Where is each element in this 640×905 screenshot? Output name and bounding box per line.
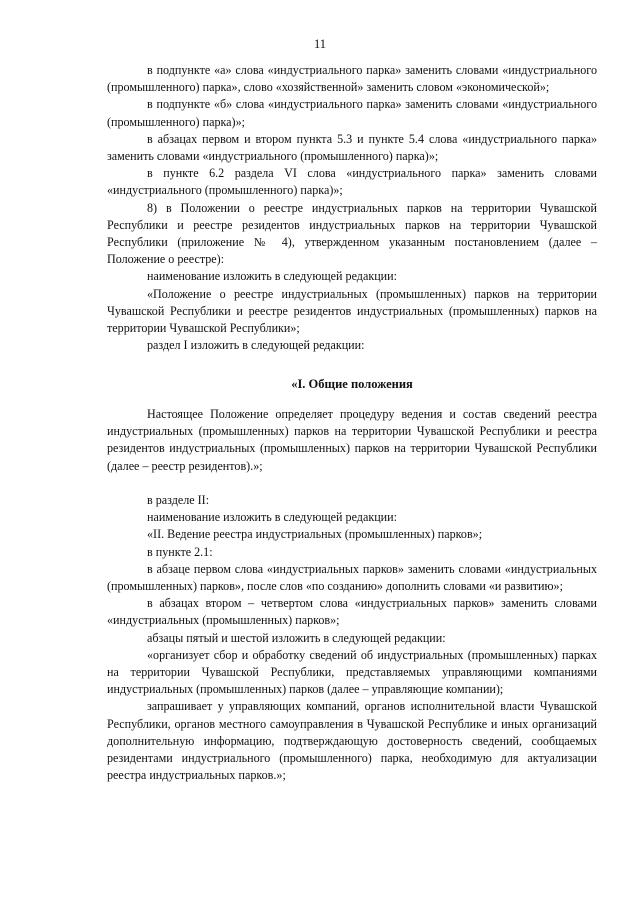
amendments-block-2	[107, 492, 597, 784]
paragraph: в подпункте «а» слова «индустриального парка» заменить словами «индустриального (промышленного) парка», слово «хозяйственной» заменить словом «экономической»;	[107, 63, 597, 95]
paragraph: наименование изложить в следующей редакции:	[147, 510, 397, 525]
paragraph: запрашивает у управляющих компаний, органов исполнительной власти Чувашской Республики, органов местного самоуправления в Чувашской Республике и иных организаций дополнительную информацию, подтверждающую достоверность сведений, сообщаемых резидентами индустриального (промышленного) парка, необходимую для актуализации реестра индустриальных парков.»;	[107, 699, 597, 783]
paragraph: раздел I изложить в следующей редакции:	[147, 338, 365, 353]
general-provisions-block	[107, 406, 597, 475]
section-heading: «I. Общие положения	[291, 377, 413, 391]
page-number: 11	[313, 37, 327, 51]
paragraph: в абзацах втором – четвертом слова «индустриальных парков» заменить словами «индустриальных (промышленных) парков»;	[107, 596, 597, 628]
paragraph: 8) в Положении о реестре индустриальных парков на территории Чувашской Республики и реестре резидентов индустриальных парков на территории Чувашской Республики (приложение № 4), утвержденном указанным постановлением (далее – Положение о реестре):	[107, 200, 597, 267]
paragraph: «Положение о реестре индустриальных (промышленных) парков на территории Чувашской Республики и реестре резидентов индустриальных (промышленных) парков на территории Чувашской Республики»;	[107, 286, 597, 336]
paragraph: в абзаце первом слова «индустриальных парков» заменить словами «индустриальных (промышленных) парков», после слов «по созданию» дополнить словами «и развитию»;	[107, 561, 597, 594]
paragraph: в пункте 6.2 раздела VI слова «индустриального парка» заменить словами «индустриального (промышленного) парка)»;	[107, 166, 597, 198]
paragraph: Настоящее Положение определяет процедуру ведения и состав сведений реестра индустриальных (промышленных) парков на территории Чувашской Республики и реестра резидентов индустриальных (промышленных) парков на территории Чувашской Республики (далее – реестр резидентов).»;	[107, 407, 597, 473]
paragraph: в пункте 2.1:	[147, 544, 213, 559]
paragraph: наименование изложить в следующей редакции:	[147, 269, 397, 284]
paragraph: в разделе II:	[147, 493, 210, 507]
paragraph: абзацы пятый и шестой изложить в следующей редакции:	[147, 630, 446, 645]
paragraph: «II. Ведение реестра индустриальных (промышленных) парков»;	[147, 527, 483, 542]
paragraph: в подпункте «б» слова «индустриального парка» заменить словами «индустриального (промышленного) парка)»;	[107, 97, 597, 129]
amendments-block-1	[107, 62, 597, 354]
paragraph: «организует сбор и обработку сведений об индустриальных (промышленных) парках на территории Чувашской Республики, представляемых управляющими компаниями индустриальных (промышленных) парков (далее – управляющие компании);	[107, 647, 597, 697]
paragraph: в абзацах первом и втором пункта 5.3 и пункте 5.4 слова «индустриального парка» заменить словами «индустриального (промышленного) парка)»;	[107, 131, 597, 164]
